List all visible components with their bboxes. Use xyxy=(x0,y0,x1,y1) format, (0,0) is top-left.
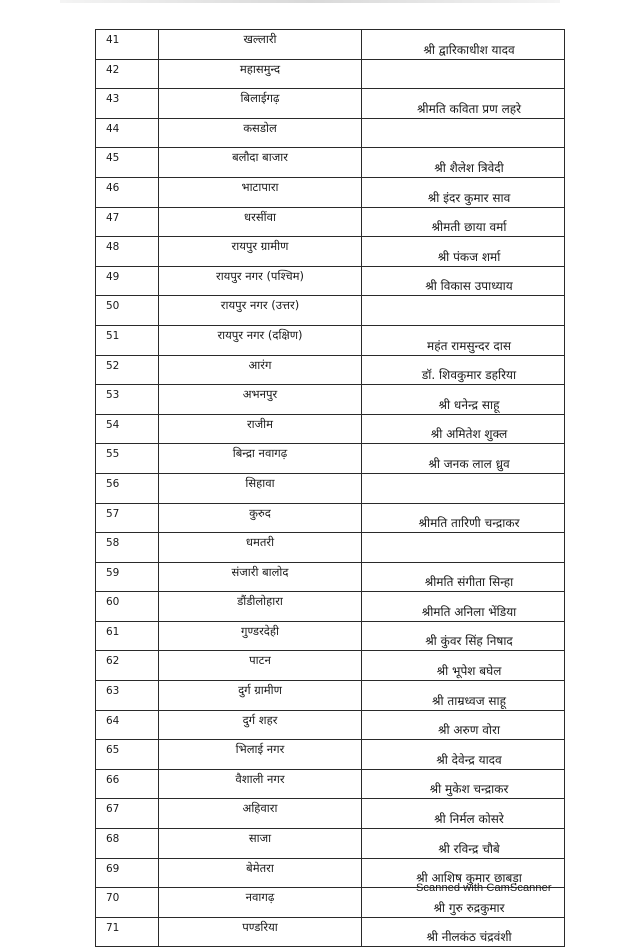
row-number: 65 xyxy=(96,740,159,770)
candidate-name: श्री पंकज शर्मा xyxy=(362,237,565,267)
table-row xyxy=(96,118,565,148)
constituency-name: साजा xyxy=(159,829,362,859)
candidate-name: श्री शैलेश त्रिवेदी xyxy=(362,148,565,178)
candidate-name: श्री कुंवर सिंह निषाद xyxy=(362,621,565,651)
candidate-name: महंत रामसुन्दर दास xyxy=(362,325,565,355)
row-number: 45 xyxy=(96,148,159,178)
constituency-name: रायपुर ग्रामीण xyxy=(159,237,362,267)
page-top-edge xyxy=(60,0,560,3)
candidate-name: श्री मुकेश चन्द्राकर xyxy=(362,769,565,799)
scanner-watermark: Scanned with CamScanner xyxy=(416,882,552,894)
table-row xyxy=(96,681,565,711)
candidate-name: श्री धनेन्द्र साहू xyxy=(362,385,565,415)
candidate-name xyxy=(362,473,565,503)
row-number: 48 xyxy=(96,237,159,267)
table-row xyxy=(96,385,565,415)
row-number: 70 xyxy=(96,888,159,918)
candidate-name: श्री अमितेश शुक्ल xyxy=(362,414,565,444)
candidate-name: श्रीमति कविता प्रण लहरे xyxy=(362,89,565,119)
row-number: 52 xyxy=(96,355,159,385)
row-number: 50 xyxy=(96,296,159,326)
constituency-name: वैशाली नगर xyxy=(159,769,362,799)
constituency-name: रायपुर नगर (उत्तर) xyxy=(159,296,362,326)
constituency-name: महासमुन्द xyxy=(159,59,362,89)
row-number: 47 xyxy=(96,207,159,237)
constituency-name: राजीम xyxy=(159,414,362,444)
constituency-name: रायपुर नगर (पश्चिम) xyxy=(159,266,362,296)
table-row xyxy=(96,503,565,533)
table-row xyxy=(96,296,565,326)
row-number: 63 xyxy=(96,681,159,711)
row-number: 61 xyxy=(96,621,159,651)
row-number: 44 xyxy=(96,118,159,148)
row-number: 55 xyxy=(96,444,159,474)
candidate-table-body xyxy=(96,30,565,947)
constituency-name: पण्डरिया xyxy=(159,917,362,947)
row-number: 56 xyxy=(96,473,159,503)
row-number: 67 xyxy=(96,799,159,829)
constituency-name: नवागढ़ xyxy=(159,888,362,918)
table-row xyxy=(96,148,565,178)
constituency-name: बेमेतरा xyxy=(159,858,362,888)
table-row xyxy=(96,89,565,119)
table-row xyxy=(96,414,565,444)
candidate-name: श्रीमति तारिणी चन्द्राकर xyxy=(362,503,565,533)
table-row xyxy=(96,473,565,503)
candidate-name xyxy=(362,59,565,89)
candidate-name: श्री द्वारिकाधीश यादव xyxy=(362,30,565,60)
constituency-name: रायपुर नगर (दक्षिण) xyxy=(159,325,362,355)
candidate-name: श्री आशिष कुमार छाबड़ा xyxy=(362,858,565,888)
table-row xyxy=(96,355,565,385)
table-row xyxy=(96,59,565,89)
constituency-name: बिन्द्रा नवागढ़ xyxy=(159,444,362,474)
candidate-name: श्री रविन्द्र चौबे xyxy=(362,829,565,859)
constituency-name: धरसींवा xyxy=(159,207,362,237)
table-row xyxy=(96,533,565,563)
row-number: 46 xyxy=(96,177,159,207)
table-row xyxy=(96,30,565,60)
row-number: 49 xyxy=(96,266,159,296)
table-row xyxy=(96,562,565,592)
row-number: 60 xyxy=(96,592,159,622)
table-row xyxy=(96,237,565,267)
constituency-name: कसडोल xyxy=(159,118,362,148)
row-number: 59 xyxy=(96,562,159,592)
candidate-name: श्री निर्मल कोसरे xyxy=(362,799,565,829)
row-number: 58 xyxy=(96,533,159,563)
constituency-name: संजारी बालोद xyxy=(159,562,362,592)
constituency-name: भाटापारा xyxy=(159,177,362,207)
constituency-name: सिहावा xyxy=(159,473,362,503)
row-number: 41 xyxy=(96,30,159,60)
constituency-name: कुरुद xyxy=(159,503,362,533)
table-row xyxy=(96,769,565,799)
candidate-name xyxy=(362,118,565,148)
constituency-name: धमतरी xyxy=(159,533,362,563)
table-row xyxy=(96,710,565,740)
constituency-name: बलौदा बाजार xyxy=(159,148,362,178)
row-number: 62 xyxy=(96,651,159,681)
constituency-name: दुर्ग शहर xyxy=(159,710,362,740)
candidate-name: श्री अरुण वोरा xyxy=(362,710,565,740)
table-row xyxy=(96,592,565,622)
row-number: 54 xyxy=(96,414,159,444)
table-row xyxy=(96,266,565,296)
candidate-name: श्रीमति संगीता सिन्हा xyxy=(362,562,565,592)
constituency-name: डौंडीलोहारा xyxy=(159,592,362,622)
constituency-name: भिलाई नगर xyxy=(159,740,362,770)
row-number: 51 xyxy=(96,325,159,355)
candidate-name: श्री गुरु रुद्रकुमार xyxy=(362,888,565,918)
constituency-name: दुर्ग ग्रामीण xyxy=(159,681,362,711)
constituency-name: अहिवारा xyxy=(159,799,362,829)
table-row xyxy=(96,829,565,859)
table-row xyxy=(96,621,565,651)
candidate-table xyxy=(95,29,565,947)
table-row xyxy=(96,325,565,355)
candidate-name: श्रीमती छाया वर्मा xyxy=(362,207,565,237)
candidate-name: श्री ताम्रध्वज साहू xyxy=(362,681,565,711)
candidate-name xyxy=(362,296,565,326)
candidate-name xyxy=(362,533,565,563)
row-number: 69 xyxy=(96,858,159,888)
constituency-name: बिलाईगढ़ xyxy=(159,89,362,119)
candidate-name: श्री विकास उपाध्याय xyxy=(362,266,565,296)
candidate-name: श्री भूपेश बघेल xyxy=(362,651,565,681)
candidate-name: श्री नीलकंठ चंद्रवंशी xyxy=(362,917,565,947)
table-row xyxy=(96,177,565,207)
constituency-name: खल्लारी xyxy=(159,30,362,60)
candidate-name: श्री देवेन्द्र यादव xyxy=(362,740,565,770)
table-row xyxy=(96,444,565,474)
candidate-name: डॉ. शिवकुमार डहरिया xyxy=(362,355,565,385)
row-number: 68 xyxy=(96,829,159,859)
row-number: 53 xyxy=(96,385,159,415)
candidate-name: श्रीमति अनिला भेंडिया xyxy=(362,592,565,622)
candidate-name: श्री जनक लाल ध्रुव xyxy=(362,444,565,474)
constituency-name: गुण्डरदेही xyxy=(159,621,362,651)
table-row xyxy=(96,207,565,237)
row-number: 42 xyxy=(96,59,159,89)
constituency-name: पाटन xyxy=(159,651,362,681)
row-number: 64 xyxy=(96,710,159,740)
table-row xyxy=(96,740,565,770)
constituency-name: अभनपुर xyxy=(159,385,362,415)
row-number: 43 xyxy=(96,89,159,119)
row-number: 71 xyxy=(96,917,159,947)
candidate-name: श्री इंदर कुमार साव xyxy=(362,177,565,207)
table-row xyxy=(96,917,565,947)
row-number: 66 xyxy=(96,769,159,799)
table-row xyxy=(96,651,565,681)
constituency-name: आरंग xyxy=(159,355,362,385)
row-number: 57 xyxy=(96,503,159,533)
table-row xyxy=(96,799,565,829)
